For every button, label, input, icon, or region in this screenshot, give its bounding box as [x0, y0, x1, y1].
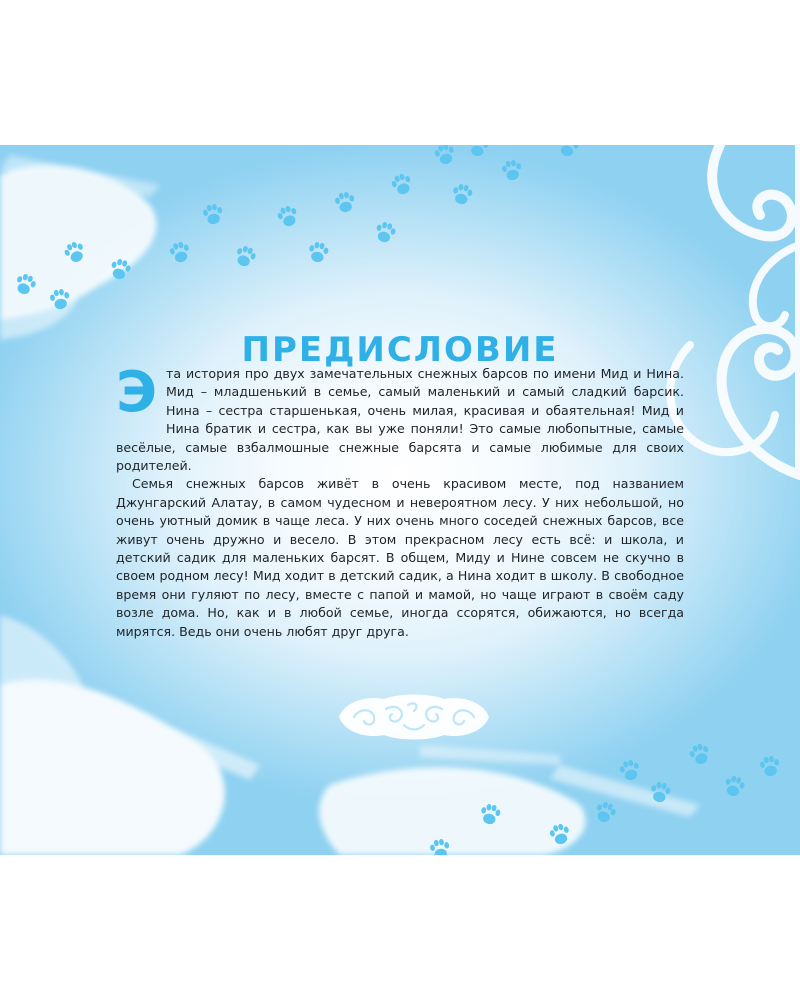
paw-print-icon — [202, 203, 224, 226]
bottom-ornament-icon — [339, 695, 489, 740]
paw-print-icon — [501, 159, 523, 182]
brush-stroke-bottom-right — [319, 745, 700, 855]
paw-print-icon — [618, 758, 642, 782]
illustration-panel — [0, 145, 800, 855]
paw-print-icon — [334, 191, 356, 214]
kazakh-ornament-icon — [670, 145, 800, 475]
paw-print-icon — [467, 145, 489, 158]
paragraph: та история про двух замечательных снежных барсов по имени Мид и Нина. Мид – младшенький в семье, самый маленький и самый сладкий барсик. Нина – сестра старшенькая, очень милая, красивая и обаятельная! Мид и Нина братик и сестра, как вы уже поняли! Это самые любопытные, самые весёлые, самые взбалмошные снежные барсята и самые любимые для своих родителей. — [116, 366, 684, 474]
paw-print-icon — [451, 183, 473, 206]
brush-stroke-bottom-left — [0, 615, 260, 855]
page-title: ПРЕДИСЛОВИЕ — [241, 330, 559, 370]
paw-print-icon — [168, 240, 192, 264]
paw-print-icon — [276, 204, 301, 229]
foreword-text — [116, 360, 684, 641]
paw-print-icon — [723, 774, 747, 798]
paw-print-icon — [759, 755, 781, 778]
paw-print-icon — [390, 172, 415, 197]
paw-print-icon — [593, 800, 618, 825]
paw-print-icon — [433, 145, 457, 166]
paw-print-icon — [688, 742, 713, 767]
paw-print-icon — [233, 244, 258, 269]
paragraph: Семья снежных барсов живёт в очень красивом месте, под названием Джунгарский Алатау, в самом чудесном и невероятном лесу. У них небольшой, но очень уютный домик в чаще леса. У них очень много соседей снежных барсов, все живут очень дружно и весело. В этом прекрасном лесу есть всё: и школа, и детский садик для маленьких барсят. В общем, Миду и Нине совсем не скучно в своем родном лесу! Мид ходит в детский садик, а Нина ходит в школу. В свободное время они гуляют по лесу, вместе с папой и мамой, но чаще играют в своём саду возле дома. Но, как и в любой семье, иногда ссорятся, обижаются, но всегда мирятся. Ведь они очень любят друг друга. — [116, 476, 684, 639]
drop-cap-letter: Э — [116, 360, 158, 425]
paw-print-icon — [307, 241, 329, 264]
paw-print-icon — [374, 220, 398, 244]
paw-print-icon — [557, 145, 581, 158]
